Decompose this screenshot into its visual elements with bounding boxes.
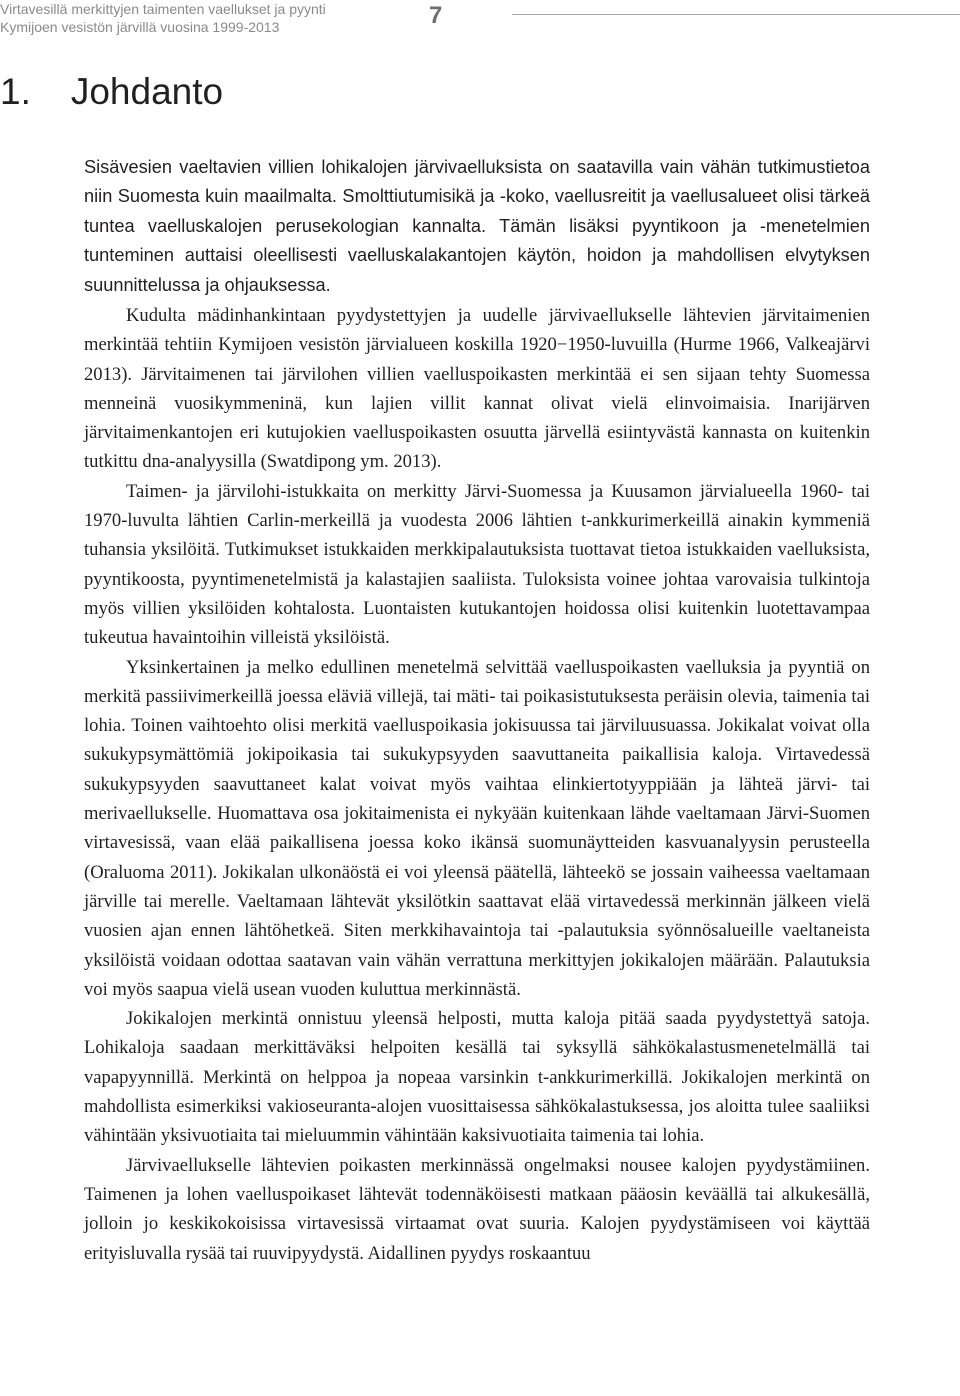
body-paragraph-4: Jokikalojen merkintä onnistuu yleensä helposti, mutta kaloja pitää saada pyydystettyä satoja. Lohikaloja saadaan merkittäväksi helpoiten kesällä tai syksyllä sähkökalastusmenetelmällä tai vapapyynnillä. Merkintä on helppoa ja nopeaa varsinkin t-ankkurimerkillä. Jokikalojen merkintä on mahdollista esimerkiksi vakioseuranta-alojen vuosittaisessa sähkökalastuksessa, jos aloitta tulee saaliiksi vähintään yksivuotiaita tai mieluummin vähintään kaksivuotiaita taimenia tai lohia. <box>84 1008 870 1147</box>
header-rule <box>512 14 960 15</box>
page-number: 7 <box>429 2 443 29</box>
section-number: 1. <box>0 71 31 112</box>
running-head <box>0 0 326 36</box>
intro-paragraph: Sisävesien vaeltavien villien lohikalojen järvivaelluksista on saatavilla vain vähän tutkimustietoa niin Suomesta kuin maailmalta. Smolttiutumisikä ja -koko, vaellusreitit ja vaellusalueet olisi tärkeä tuntea vaelluskalojen perusekologian kannalta. Tämän lisäksi pyyntikoon ja -menetelmien tunteminen auttaisi oleellisesti vaelluskalakantojen käytön, hoidon ja mahdollisen elvytyksen suunnittelussa ja ohjauksessa. <box>84 157 870 295</box>
body-paragraph-5: Järvivaellukselle lähtevien poikasten merkinnässä ongelmaksi nousee kalojen pyydystämiinen. Taimenen ja lohen vaelluspoikaset lähtevät todennäköisesti matkaan pääosin keväällä tai alkukesällä, jolloin jo keskikokoisissa virtavesissä virtaamat ovat suuria. Kalojen pyydystämiseen voi käyttää erityisluvalla rysää tai ruuvipyydystä. Aidallinen pyydys roskaantuu <box>84 1154 870 1264</box>
section-heading <box>0 70 223 114</box>
body-paragraph-1: Kudulta mädinhankintaan pyydystettyjen ja uudelle järvivaellukselle lähtevien järvitaimenien merkintää tehtiin Kymijoen vesistön järvialueen koskilla 1920−1950-luvuilla (Hurme 1966, Valkeajärvi 2013). Järvitaimenen tai järvilohen villien vaelluspoikasten merkintää ei sen sijaan tehty Suomessa menneinä vuosikymmeninä, kun lajien villit kannat olivat vielä elinvoimaisia. Inarijärven järvitaimenkantojen eri kutujokien vaelluspoikasten osuutta järvellä esiintyvästä kannasta on kuitenkin tutkittu dna-analyysilla (Swatdipong ym. 2013). <box>84 305 870 473</box>
body-text <box>84 301 870 1268</box>
running-title-line-1: Virtavesillä merkittyjen taimenten vaellukset ja pyynti <box>0 1 326 17</box>
body-paragraph-2: Taimen- ja järvilohi-istukkaita on merkitty Järvi-Suomessa ja Kuusamon järvialueella 1960- tai 1970-luvulta lähtien Carlin-merkeillä ja vuodesta 2006 lähtien t-ankkurimerkeillä ainakin kymmeniä tuhansia yksilöitä. Tutkimukset istukkaiden merkkipalautuksista tuottavat tietoa istukkaiden vaelluksista, pyyntikoosta, pyyntimenetelmistä ja kalastajien saaliista. Tuloksista voinee johtaa varovaisia tulkintoja myös villien yksilöiden kohtalosta. Luontaisten kutukantojen hoidossa olisi kuitenkin luotettavampaa tukeutua havaintoihin villeistä yksilöistä. <box>84 480 870 649</box>
intro-block <box>84 153 870 300</box>
section-title: Johdanto <box>70 71 224 112</box>
running-title-line-2: Kymijoen vesistön järvillä vuosina 1999-2013 <box>0 19 280 35</box>
body-paragraph-3: Yksinkertainen ja melko edullinen menetelmä selvittää vaelluspoikasten vaelluksia ja pyyntiä on merkitä passiivimerkeillä joessa eläviä villejä, tai mäti- tai poikasistutuksesta peräisin olevia, taimenia tai lohia. Toinen vaihtoehto olisi merkitä vaelluspoikasia jokisuussa tai järviluusuassa. Jokikalat voivat olla sukukypsymättömiä jokipoikasia tai sukukypsyyden saavuttaneita paikallisia kaloja. Virtavedessä sukukypsyyden saavuttaneet kalat voivat myös vaihtaa elinkiertotyyppiään ja lähteä järvi- tai merivaellukselle. Huomattava osa jokitaimenista ei nykyään kuitenkaan lähde vaeltamaan Järvi-Suomen virtavesissä, vaan elää paikallisena joessa koko ikänsä suomunäytteiden kasvuanalyysin perusteella (Oraluoma 2011). Jokikalan ulkonäöstä ei voi yleensä päätellä, lähteekö se jossain vaiheessa vaeltamaan järville tai merelle. Vaeltamaan lähtevät yksilötkin saattavat elää virtavedessä merkinnän jälkeen vielä vuosien ajan ennen lähtöhetkeä. Siten merkkihavaintoja tai -palautuksia syönnösalueille vaeltaneista yksilöistä voidaan odottaa saatavan vain vähän verrattuna merkittyjen jokikalojen määrään. Palautuksia voi myös saapua vielä usean vuoden kuluttua merkinnästä. <box>84 656 870 1000</box>
